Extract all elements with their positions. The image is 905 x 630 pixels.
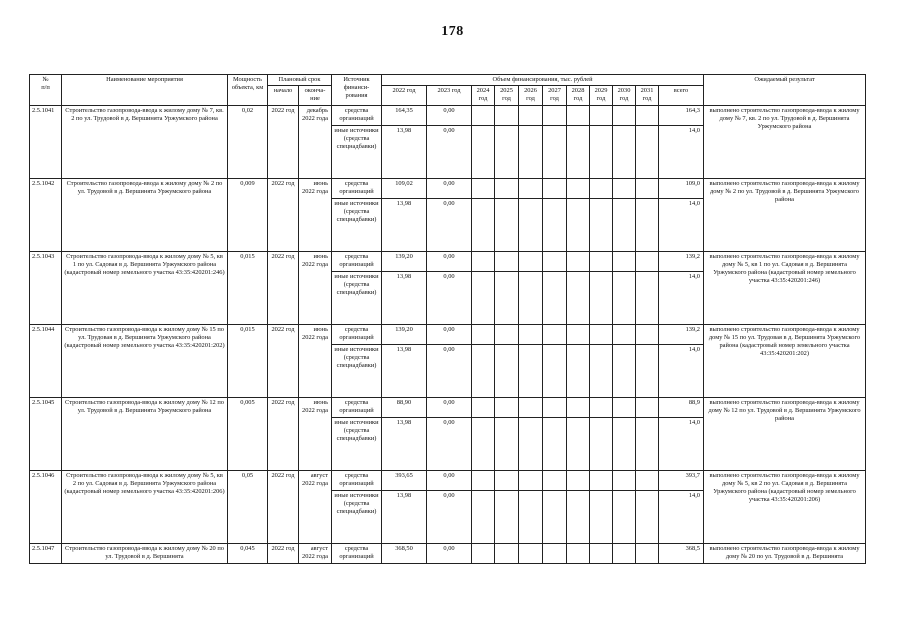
row-empty bbox=[543, 198, 567, 251]
row-total: 164,3 bbox=[659, 105, 704, 125]
row-empty bbox=[472, 397, 495, 417]
header-year: 2026 год bbox=[519, 86, 543, 105]
row-total: 109,0 bbox=[659, 178, 704, 198]
row-empty bbox=[519, 490, 543, 543]
row-empty bbox=[636, 178, 659, 198]
row-name: Строительство газопровода-ввода к жилому дому № 5, кв 1 по ул. Садовая в д. Вершинята Уржумского района (кадастровый номер земельного участка 43:35:420201:246) bbox=[62, 251, 228, 324]
row-empty bbox=[590, 125, 613, 178]
row-empty bbox=[567, 178, 590, 198]
row-empty bbox=[636, 543, 659, 563]
row-empty bbox=[590, 198, 613, 251]
row-empty bbox=[472, 417, 495, 470]
row-empty bbox=[543, 490, 567, 543]
row-empty bbox=[567, 417, 590, 470]
row-empty bbox=[472, 178, 495, 198]
row-empty bbox=[472, 344, 495, 397]
header-year: 2022 год bbox=[382, 86, 427, 105]
row-empty bbox=[543, 417, 567, 470]
row-empty bbox=[519, 105, 543, 125]
row-empty bbox=[590, 470, 613, 490]
row-empty bbox=[590, 490, 613, 543]
row-total: 14,0 bbox=[659, 271, 704, 324]
row-empty bbox=[543, 105, 567, 125]
row-empty bbox=[567, 324, 590, 344]
row-empty bbox=[613, 490, 636, 543]
row-empty bbox=[495, 125, 519, 178]
header-num: № п/п bbox=[30, 75, 62, 106]
row-empty bbox=[613, 324, 636, 344]
row-empty bbox=[613, 251, 636, 271]
row-empty bbox=[472, 105, 495, 125]
row-empty bbox=[613, 344, 636, 397]
row-total: 139,2 bbox=[659, 251, 704, 271]
table-row bbox=[30, 470, 866, 490]
row-value-2022: 13,98 bbox=[382, 198, 427, 251]
row-value-2023: 0,00 bbox=[427, 490, 472, 543]
row-empty bbox=[636, 470, 659, 490]
row-end: июнь 2022 года bbox=[299, 324, 332, 397]
row-value-2023: 0,00 bbox=[427, 271, 472, 324]
header-source: Источник финанси-рования bbox=[332, 75, 382, 106]
row-total: 14,0 bbox=[659, 344, 704, 397]
header-funding: Объем финансирования, тыс. рублей bbox=[382, 75, 704, 86]
row-empty bbox=[495, 397, 519, 417]
row-value-2022: 13,98 bbox=[382, 417, 427, 470]
row-value-2023: 0,00 bbox=[427, 397, 472, 417]
row-id: 2.5.1041 bbox=[30, 105, 62, 178]
row-empty bbox=[590, 271, 613, 324]
row-empty bbox=[636, 324, 659, 344]
row-value-2023: 0,00 bbox=[427, 543, 472, 563]
row-empty bbox=[472, 125, 495, 178]
header-start: начало bbox=[268, 86, 299, 105]
table-row bbox=[30, 324, 866, 344]
header-year: 2028 год bbox=[567, 86, 590, 105]
row-empty bbox=[636, 251, 659, 271]
row-source-other: иные источники (средства спецнадбавки) bbox=[332, 198, 382, 251]
row-value-2022: 393,65 bbox=[382, 470, 427, 490]
table-row bbox=[30, 543, 866, 563]
row-total: 368,5 bbox=[659, 543, 704, 563]
row-empty bbox=[472, 543, 495, 563]
row-end: декабрь 2022 года bbox=[299, 105, 332, 178]
row-start: 2022 год bbox=[268, 397, 299, 470]
header-capacity: Мощность объекта, км bbox=[228, 75, 268, 106]
table-row bbox=[30, 178, 866, 198]
row-empty bbox=[472, 470, 495, 490]
row-value-2022: 13,98 bbox=[382, 344, 427, 397]
row-total: 139,2 bbox=[659, 324, 704, 344]
row-start: 2022 год bbox=[268, 251, 299, 324]
row-empty bbox=[519, 324, 543, 344]
row-empty bbox=[495, 105, 519, 125]
row-capacity: 0,045 bbox=[228, 543, 268, 563]
row-result: выполнено строительство газопровода-ввода к жилому дому № 2 по ул. Трудовой в д. Вершинята Уржумского района bbox=[704, 178, 866, 251]
row-total: 14,0 bbox=[659, 198, 704, 251]
table-row bbox=[30, 251, 866, 271]
row-value-2023: 0,00 bbox=[427, 470, 472, 490]
row-empty bbox=[472, 490, 495, 543]
row-empty bbox=[519, 470, 543, 490]
row-empty bbox=[543, 397, 567, 417]
header-year: 2027 год bbox=[543, 86, 567, 105]
row-empty bbox=[567, 105, 590, 125]
row-start: 2022 год bbox=[268, 470, 299, 543]
row-empty bbox=[495, 271, 519, 324]
row-empty bbox=[543, 324, 567, 344]
row-empty bbox=[543, 125, 567, 178]
row-total: 88,9 bbox=[659, 397, 704, 417]
row-empty bbox=[590, 105, 613, 125]
row-name: Строительство газопровода-ввода к жилому дому № 15 по ул. Трудовая в д. Вершинята Уржумского района (кадастровый номер земельного участка 43:35:420201:202) bbox=[62, 324, 228, 397]
row-result: выполнено строительство газопровода-ввода к жилому дому № 5, кв 1 по ул. Садовая в д. Вершинята Уржумского района (кадастровый номер земельного участка 43:35:420201:246) bbox=[704, 251, 866, 324]
row-empty bbox=[636, 397, 659, 417]
row-name: Строительство газопровода-ввода к жилому дому № 5, кв 2 по ул. Садовая в д. Вершинята Уржумского района (кадастровый номер земельного участка 43:35:420201:206) bbox=[62, 470, 228, 543]
header-result: Ожидаемый результат bbox=[704, 75, 866, 106]
row-empty bbox=[613, 543, 636, 563]
row-value-2023: 0,00 bbox=[427, 198, 472, 251]
row-start: 2022 год bbox=[268, 324, 299, 397]
header-year: 2029 год bbox=[590, 86, 613, 105]
row-value-2023: 0,00 bbox=[427, 125, 472, 178]
row-empty bbox=[636, 125, 659, 178]
row-empty bbox=[636, 105, 659, 125]
row-empty bbox=[519, 178, 543, 198]
row-empty bbox=[590, 397, 613, 417]
row-empty bbox=[495, 470, 519, 490]
row-value-2022: 139,20 bbox=[382, 251, 427, 271]
row-total: 393,7 bbox=[659, 470, 704, 490]
row-source-org: средства организаций bbox=[332, 251, 382, 271]
row-value-2023: 0,00 bbox=[427, 417, 472, 470]
row-value-2023: 0,00 bbox=[427, 105, 472, 125]
header-end: оконча-ние bbox=[299, 86, 332, 105]
row-source-other: иные источники (средства спецнадбавки) bbox=[332, 125, 382, 178]
row-empty bbox=[543, 178, 567, 198]
row-capacity: 0,015 bbox=[228, 251, 268, 324]
row-empty bbox=[613, 397, 636, 417]
row-empty bbox=[495, 324, 519, 344]
row-empty bbox=[543, 470, 567, 490]
row-empty bbox=[567, 198, 590, 251]
row-end: июнь 2022 года bbox=[299, 397, 332, 470]
row-value-2023: 0,00 bbox=[427, 251, 472, 271]
row-value-2022: 139,20 bbox=[382, 324, 427, 344]
row-name: Строительство газопровода-ввода к жилому дому № 20 по ул. Трудовой в д. Вершинята bbox=[62, 543, 228, 563]
row-start: 2022 год bbox=[268, 178, 299, 251]
row-value-2022: 13,98 bbox=[382, 490, 427, 543]
row-source-other: иные источники (средства спецнадбавки) bbox=[332, 271, 382, 324]
header-total: всего bbox=[659, 86, 704, 105]
row-capacity: 0,015 bbox=[228, 324, 268, 397]
row-result: выполнено строительство газопровода-ввода к жилому дому № 7, кв. 2 по ул. Трудовой в д. Вершинята Уржумского района bbox=[704, 105, 866, 178]
row-end: июнь 2022 года bbox=[299, 178, 332, 251]
header-year: 2031 год bbox=[636, 86, 659, 105]
row-empty bbox=[636, 344, 659, 397]
row-empty bbox=[613, 125, 636, 178]
page-number: 178 bbox=[441, 24, 464, 39]
row-value-2022: 13,98 bbox=[382, 125, 427, 178]
row-source-other: иные источники (средства спецнадбавки) bbox=[332, 417, 382, 470]
row-end: август 2022 года bbox=[299, 543, 332, 563]
table-row bbox=[30, 397, 866, 417]
row-total: 14,0 bbox=[659, 490, 704, 543]
row-source-org: средства организаций bbox=[332, 178, 382, 198]
row-empty bbox=[472, 271, 495, 324]
row-start: 2022 год bbox=[268, 543, 299, 563]
row-empty bbox=[567, 397, 590, 417]
row-empty bbox=[590, 178, 613, 198]
row-empty bbox=[519, 397, 543, 417]
row-empty bbox=[590, 324, 613, 344]
row-empty bbox=[519, 198, 543, 251]
row-empty bbox=[590, 543, 613, 563]
row-empty bbox=[519, 543, 543, 563]
row-capacity: 0,05 bbox=[228, 470, 268, 543]
row-value-2023: 0,00 bbox=[427, 324, 472, 344]
row-source-other: иные источники (средства спецнадбавки) bbox=[332, 344, 382, 397]
row-empty bbox=[636, 490, 659, 543]
row-empty bbox=[519, 125, 543, 178]
row-source-other: иные источники (средства спецнадбавки) bbox=[332, 490, 382, 543]
row-empty bbox=[543, 344, 567, 397]
row-value-2022: 88,90 bbox=[382, 397, 427, 417]
row-empty bbox=[495, 417, 519, 470]
row-empty bbox=[613, 105, 636, 125]
row-empty bbox=[519, 344, 543, 397]
row-id: 2.5.1047 bbox=[30, 543, 62, 563]
row-empty bbox=[636, 271, 659, 324]
row-capacity: 0,009 bbox=[228, 178, 268, 251]
row-source-org: средства организаций bbox=[332, 543, 382, 563]
row-empty bbox=[567, 543, 590, 563]
row-value-2022: 164,35 bbox=[382, 105, 427, 125]
header-year: 2030 год bbox=[613, 86, 636, 105]
row-result: выполнено строительство газопровода-ввода к жилому дому № 20 по ул. Трудовой в д. Вершинята bbox=[704, 543, 866, 563]
table-row bbox=[30, 105, 866, 125]
row-empty bbox=[567, 271, 590, 324]
row-empty bbox=[613, 271, 636, 324]
header-name: Наименование мероприятия bbox=[62, 75, 228, 106]
row-empty bbox=[495, 178, 519, 198]
row-capacity: 0,005 bbox=[228, 397, 268, 470]
row-id: 2.5.1045 bbox=[30, 397, 62, 470]
header-year: 2024 год bbox=[472, 86, 495, 105]
row-value-2023: 0,00 bbox=[427, 178, 472, 198]
row-result: выполнено строительство газопровода-ввода к жилому дому № 5, кв 2 по ул. Садовая в д. Вершинята Уржумского района (кадастровый номер земельного участка 43:35:420201:206) bbox=[704, 470, 866, 543]
header-plan-term: Плановый срок bbox=[268, 75, 332, 86]
row-capacity: 0,02 bbox=[228, 105, 268, 178]
row-empty bbox=[495, 543, 519, 563]
row-name: Строительство газопровода-ввода к жилому дому № 12 по ул. Трудовой в д. Вершинята Уржумского района bbox=[62, 397, 228, 470]
row-total: 14,0 bbox=[659, 417, 704, 470]
row-empty bbox=[636, 417, 659, 470]
row-end: июнь 2022 года bbox=[299, 251, 332, 324]
row-total: 14,0 bbox=[659, 125, 704, 178]
row-empty bbox=[472, 251, 495, 271]
row-empty bbox=[519, 417, 543, 470]
row-id: 2.5.1042 bbox=[30, 178, 62, 251]
row-source-org: средства организаций bbox=[332, 324, 382, 344]
row-empty bbox=[472, 324, 495, 344]
row-empty bbox=[495, 198, 519, 251]
row-result: выполнено строительство газопровода-ввода к жилому дому № 15 по ул. Трудовая в д. Вершинята Уржумского района (кадастровый номер земельного участка 43:35:420201:202) bbox=[704, 324, 866, 397]
row-empty bbox=[519, 271, 543, 324]
row-value-2023: 0,00 bbox=[427, 344, 472, 397]
row-empty bbox=[567, 344, 590, 397]
funding-table bbox=[29, 74, 866, 564]
row-empty bbox=[613, 470, 636, 490]
row-empty bbox=[590, 344, 613, 397]
header-year: 2025 год bbox=[495, 86, 519, 105]
row-source-org: средства организаций bbox=[332, 470, 382, 490]
row-value-2022: 109,02 bbox=[382, 178, 427, 198]
row-empty bbox=[613, 417, 636, 470]
row-empty bbox=[543, 251, 567, 271]
row-empty bbox=[495, 251, 519, 271]
row-source-org: средства организаций bbox=[332, 105, 382, 125]
row-source-org: средства организаций bbox=[332, 397, 382, 417]
row-name: Строительство газопровода-ввода к жилому дому № 7, кв. 2 по ул. Трудовой в д. Вершинята Уржумского района bbox=[62, 105, 228, 178]
table-header-row-1 bbox=[30, 75, 866, 86]
row-empty bbox=[472, 198, 495, 251]
row-empty bbox=[613, 198, 636, 251]
row-value-2022: 13,98 bbox=[382, 271, 427, 324]
row-empty bbox=[567, 490, 590, 543]
row-end: август 2022 года bbox=[299, 470, 332, 543]
row-start: 2022 год bbox=[268, 105, 299, 178]
row-empty bbox=[567, 251, 590, 271]
row-empty bbox=[613, 178, 636, 198]
header-year: 2023 год bbox=[427, 86, 472, 105]
row-empty bbox=[543, 271, 567, 324]
row-result: выполнено строительство газопровода-ввода к жилому дому № 12 по ул. Трудовой в д. Вершинята Уржумского района bbox=[704, 397, 866, 470]
row-empty bbox=[543, 543, 567, 563]
row-value-2022: 368,50 bbox=[382, 543, 427, 563]
row-id: 2.5.1046 bbox=[30, 470, 62, 543]
row-id: 2.5.1043 bbox=[30, 251, 62, 324]
row-empty bbox=[590, 417, 613, 470]
row-empty bbox=[519, 251, 543, 271]
row-empty bbox=[495, 344, 519, 397]
row-empty bbox=[590, 251, 613, 271]
row-empty bbox=[567, 125, 590, 178]
row-name: Строительство газопровода-ввода к жилому дому № 2 по ул. Трудовой в д. Вершинята Уржумского района bbox=[62, 178, 228, 251]
row-empty bbox=[636, 198, 659, 251]
row-id: 2.5.1044 bbox=[30, 324, 62, 397]
row-empty bbox=[567, 470, 590, 490]
row-empty bbox=[495, 490, 519, 543]
